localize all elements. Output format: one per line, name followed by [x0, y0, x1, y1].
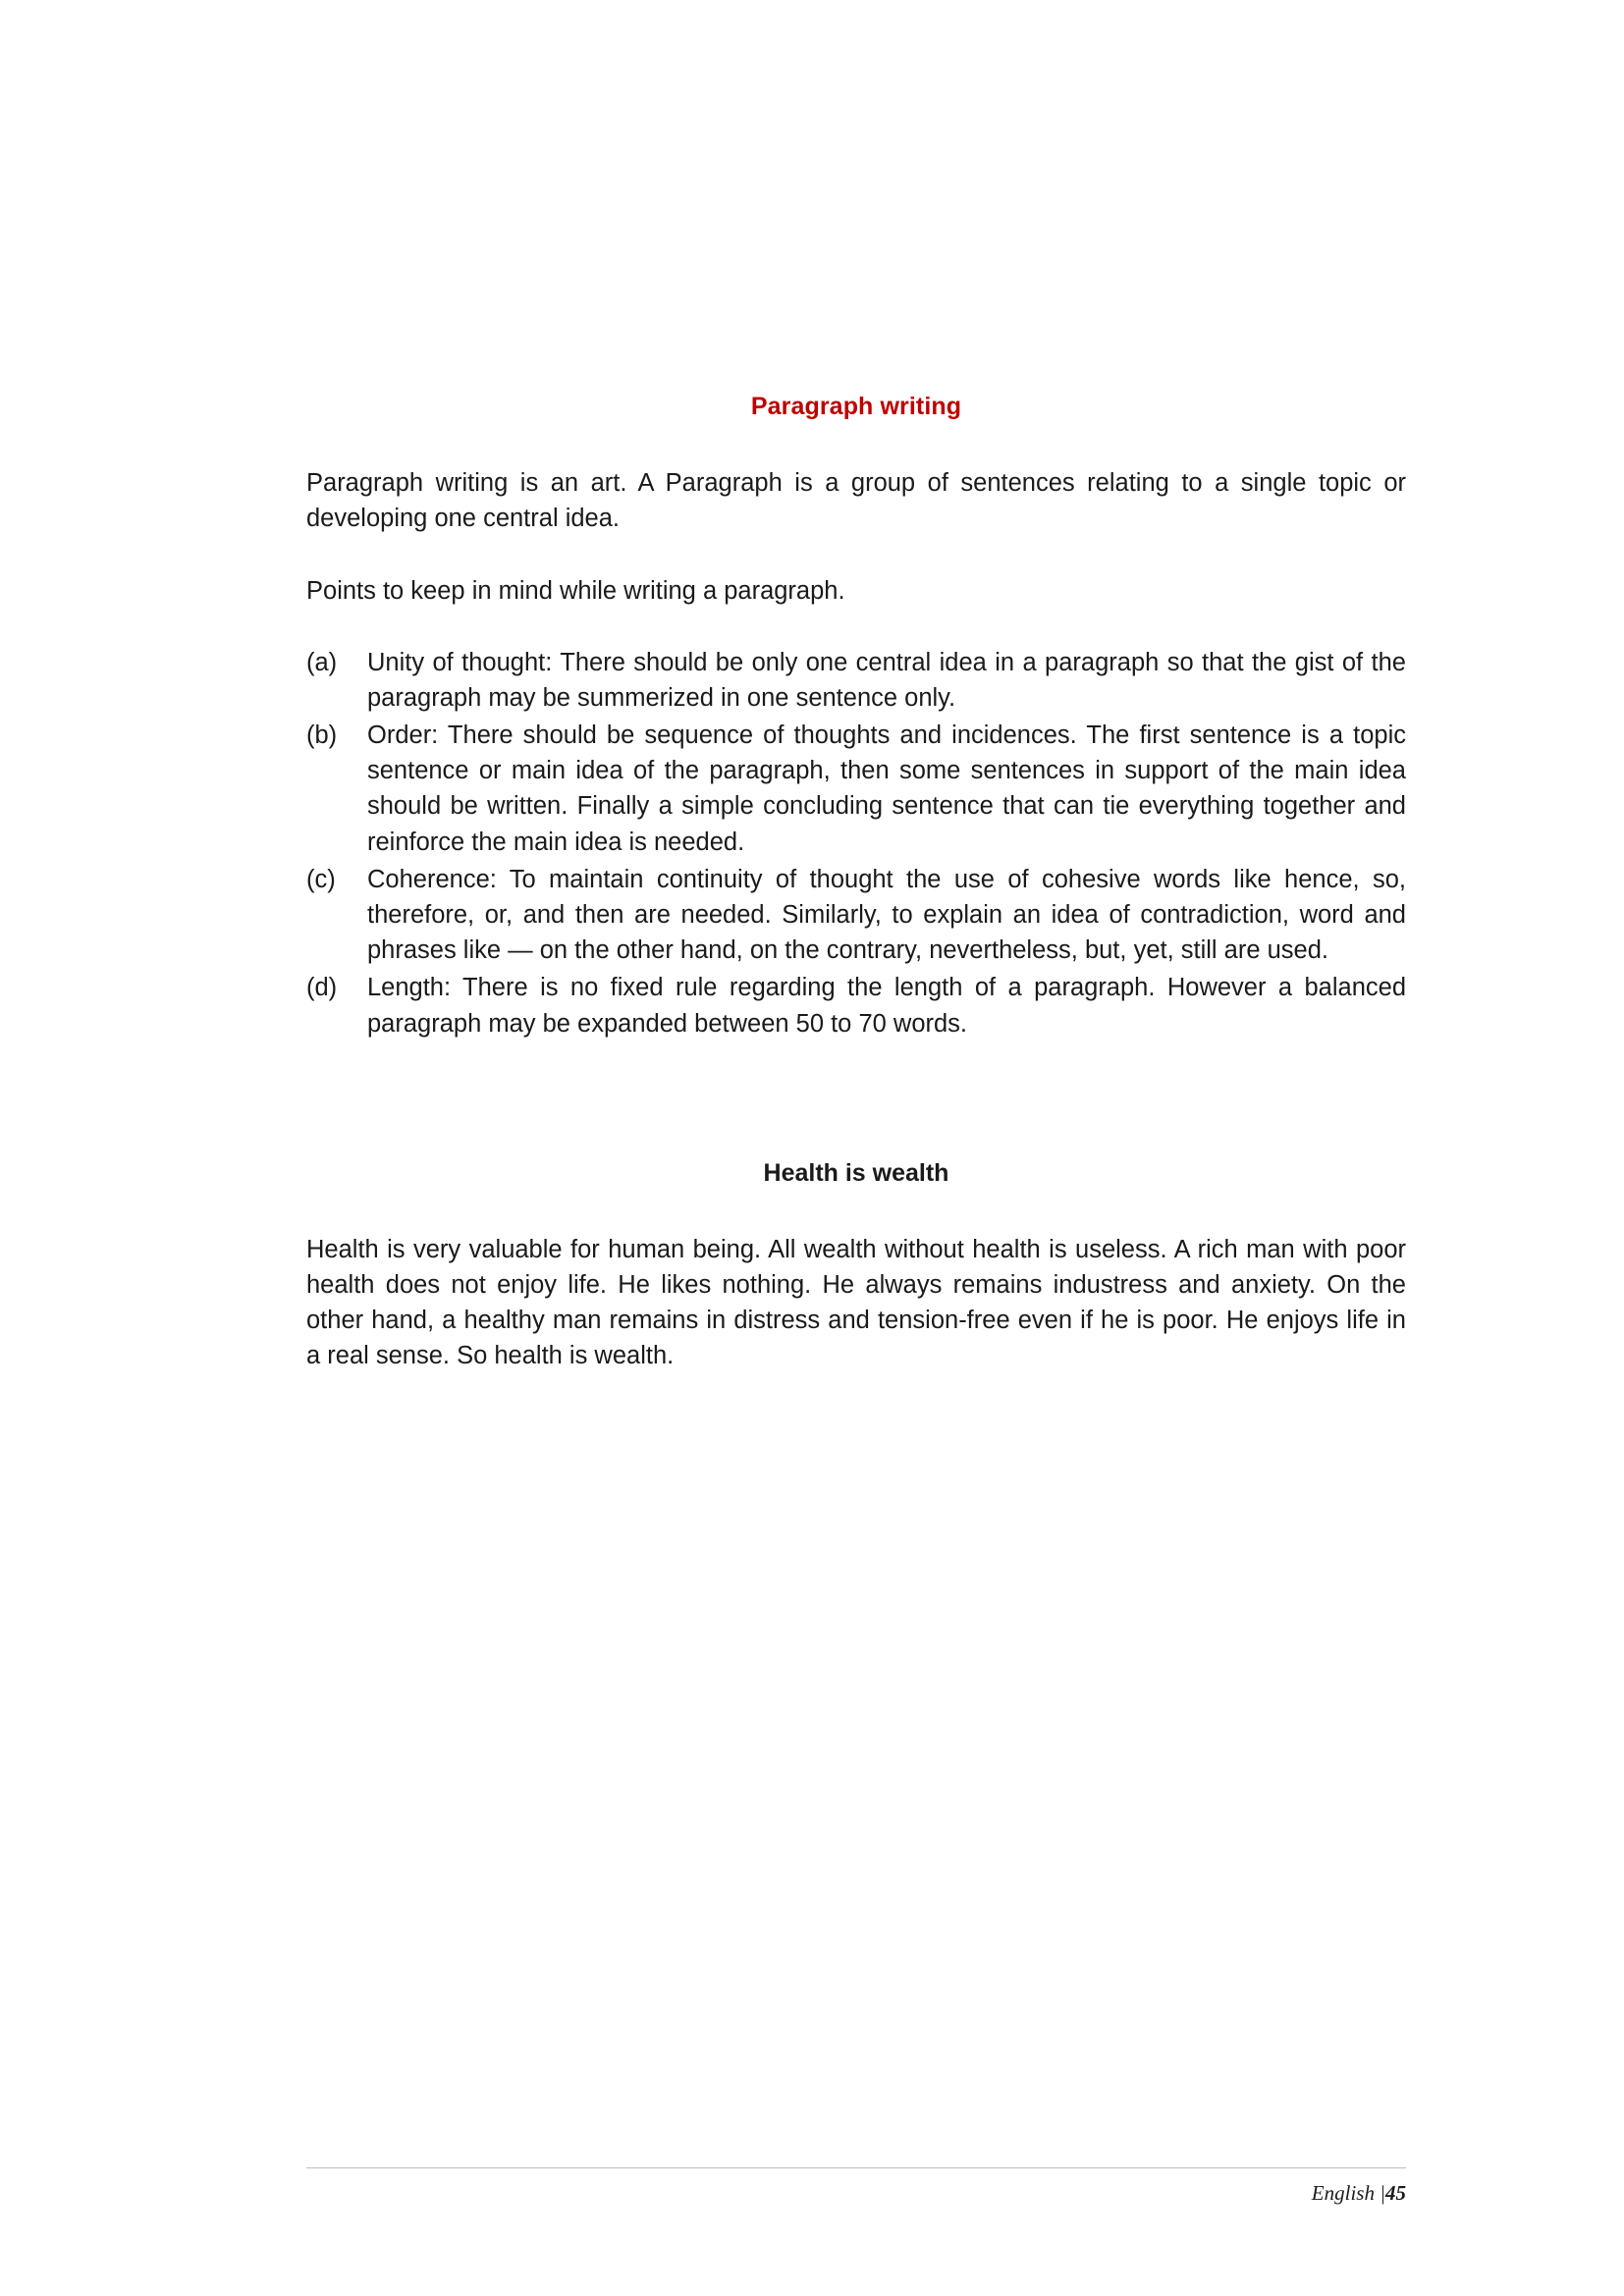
- list-item: [306, 970, 1406, 1041]
- list-item-marker: (b): [306, 721, 338, 750]
- footer-page-number: 45: [1385, 2181, 1406, 2205]
- example-heading: Health is wealth: [763, 1158, 949, 1187]
- page-footer: [306, 2181, 1406, 2206]
- list-item-text: Coherence: To maintain continuity of thought the use of cohesive words like hence, so, therefore, or, and then are needed. Similarly, to explain an idea of contradiction, word and phrases like — on the other hand, on the contrary, nevertheless, but, yet, still are used.: [367, 865, 1406, 965]
- footer-divider: [306, 2167, 1406, 2168]
- example-paragraph: Health is very valuable for human being. All wealth without health is useless. A rich man with poor health does not enjoy life. He likes nothing. He always remains industress and anxiety. On the other hand, a healthy man remains in distress and tension-free even if he is poor. He enjoys life in a real sense. So health is wealth.: [306, 1235, 1406, 1370]
- points-list: [306, 645, 1406, 1041]
- list-item-marker: (c): [306, 865, 336, 893]
- list-item-marker: (d): [306, 974, 338, 1002]
- spacer: [306, 1188, 1406, 1232]
- page-title: Paragraph writing: [750, 393, 962, 420]
- intro-paragraph: Paragraph writing is an art. A Paragraph is a group of sentences relating to a single topic or developing one central idea.: [306, 469, 1406, 533]
- list-item: [306, 862, 1406, 969]
- points-lead-text: Points to keep in mind while writing a paragraph.: [306, 577, 845, 606]
- footer-subject: English |: [1311, 2181, 1385, 2205]
- spacer: [306, 536, 1406, 573]
- page-content: [306, 0, 1406, 1374]
- list-item-text: Order: There should be sequence of thoughts and incidences. The first sentence is a topic sentence or main idea of the paragraph, then some sentences in support of the main idea should be written. Finally a simple concluding sentence that can tie everything together and reinforce the main idea is needed.: [367, 721, 1406, 856]
- spacer: [306, 1043, 1406, 1159]
- list-item-text: Length: There is no fixed rule regarding the length of a paragraph. However a balanced paragraph may be expanded between 50 to 70 words.: [367, 974, 1406, 1038]
- list-item-text: Unity of thought: There should be only one central idea in a paragraph so that the gist of the paragraph may be summerized in one sentence only.: [367, 648, 1406, 712]
- list-item: [306, 645, 1406, 716]
- spacer: [306, 610, 1406, 645]
- list-item-marker: (a): [306, 648, 338, 676]
- list-item: [306, 718, 1406, 860]
- spacer: [306, 421, 1406, 465]
